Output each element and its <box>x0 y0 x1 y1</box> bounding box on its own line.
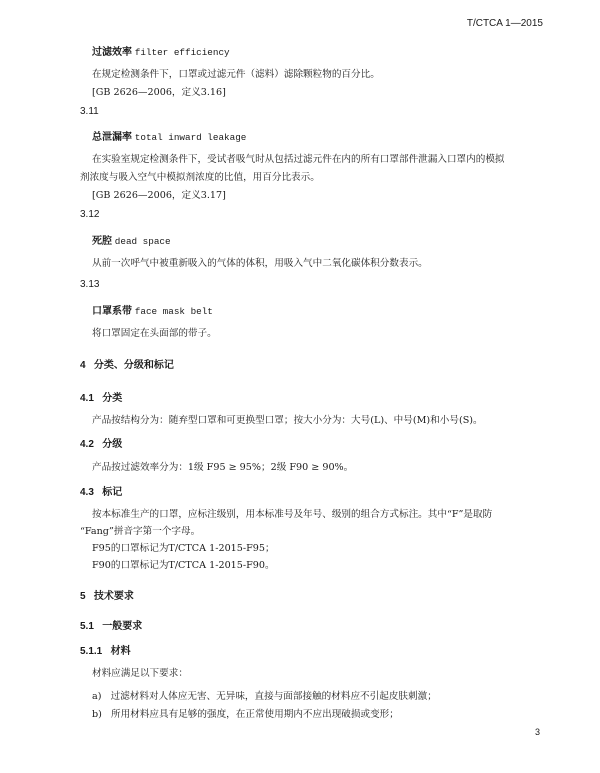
section-number: 4 <box>80 360 86 371</box>
term-en: filter efficiency <box>134 47 230 58</box>
section-title: 分类、分级和标记 <box>93 360 174 371</box>
list-item-text: 所用材料应具有足够的强度，在正常使用期内不应出现破损或变形； <box>111 709 399 720</box>
section-heading <box>80 356 174 371</box>
clause-number: 3.11 <box>80 106 99 117</box>
list-item-text: 过滤材料对人体应无害、无异味，直接与面部接触的材料应不引起皮肤刺激； <box>110 691 437 702</box>
source-reference: [GB 2626—2006，定义3.16] <box>92 87 226 98</box>
list-marker: a) <box>92 691 102 702</box>
subsection-heading <box>80 389 122 404</box>
body-text: 材料应满足以下要求： <box>92 668 188 679</box>
section-title: 技术要求 <box>93 591 134 602</box>
term-cn: 总泄漏率 <box>92 132 132 143</box>
term-cn: 口罩系带 <box>92 306 132 317</box>
body-text: 按本标准生产的口罩，应标注级别，用本标准号及年号、级别的组合方式标注。其中“F”是取防 <box>92 509 493 520</box>
definition-text: 剂浓度与吸入空气中模拟剂浓度的比值，用百分比表示。 <box>80 172 320 183</box>
section-title: 一般要求 <box>102 621 143 632</box>
section-number: 5.1.1 <box>80 646 103 657</box>
term-cn: 死腔 <box>92 236 112 247</box>
subsection-heading <box>80 483 122 498</box>
term-cn: 过滤效率 <box>92 47 132 58</box>
section-number: 4.2 <box>80 439 94 450</box>
section-title: 分类 <box>102 393 123 404</box>
term-heading <box>92 43 230 58</box>
term-heading <box>92 128 246 143</box>
body-text: 产品按结构分为：随弃型口罩和可更换型口罩；按大小分为：大号(L)、中号(M)和小号(S)。 <box>92 415 483 426</box>
section-title: 材料 <box>110 646 131 657</box>
section-number: 4.3 <box>80 487 94 498</box>
section-title: 标记 <box>102 487 123 498</box>
section-heading <box>80 587 134 602</box>
term-heading <box>92 302 213 317</box>
term-heading <box>92 232 171 247</box>
subsection-heading <box>80 642 131 657</box>
mark-example: F90的口罩标记为T/CTCA 1-2015-F90。 <box>92 560 275 571</box>
definition-text: 在实验室规定检测条件下，受试者吸气时从包括过滤元件在内的所有口罩部件泄漏入口罩内的模拟 <box>92 154 505 165</box>
term-en: dead space <box>114 236 171 247</box>
mark-example: F95的口罩标记为T/CTCA 1-2015-F95； <box>92 543 275 554</box>
subsection-heading <box>80 435 122 450</box>
body-text: “Fang”拼音字第一个字母。 <box>80 526 201 537</box>
clause-number: 3.13 <box>80 279 100 290</box>
section-number: 5 <box>80 591 86 602</box>
term-en: face mask belt <box>134 306 213 317</box>
definition-text: 在规定检测条件下，口罩或过滤元件（滤料）滤除颗粒物的百分比。 <box>92 69 380 80</box>
page-number: 3 <box>534 727 540 737</box>
list-item <box>92 706 399 720</box>
list-item <box>92 688 437 702</box>
definition-text: 从前一次呼气中被重新吸入的气体的体积，用吸入气中二氧化碳体积分数表示。 <box>92 258 428 269</box>
term-en: total inward leakage <box>134 132 247 143</box>
section-number: 5.1 <box>80 621 94 632</box>
subsection-heading <box>80 617 142 632</box>
document-code-header: T/CTCA 1—2015 <box>466 18 543 29</box>
clause-number: 3.12 <box>80 209 100 220</box>
section-title: 分级 <box>102 439 123 450</box>
source-reference: [GB 2626—2006，定义3.17] <box>92 190 226 201</box>
body-text: 产品按过滤效率分为：1级 F95 ≥ 95%；2级 F90 ≥ 90%。 <box>92 462 354 473</box>
section-number: 4.1 <box>80 393 94 404</box>
definition-text: 将口罩固定在头面部的带子。 <box>92 328 217 339</box>
list-marker: b) <box>92 709 102 720</box>
